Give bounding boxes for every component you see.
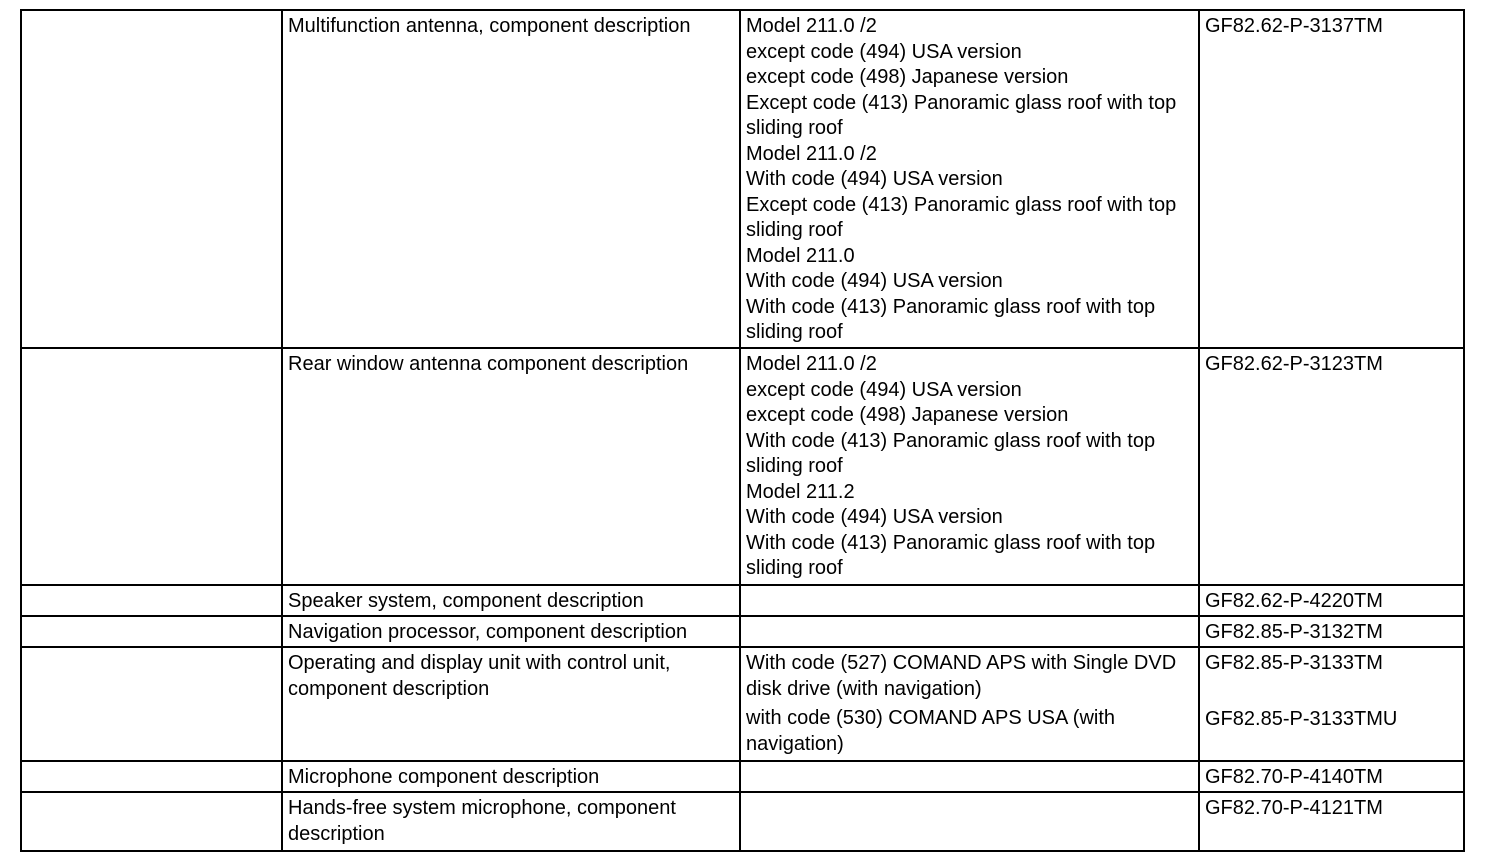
- table-row: [21, 348, 1464, 585]
- document-link[interactable]: GF82.85-P-3133TM: [1205, 652, 1383, 674]
- table-row: [21, 647, 1464, 761]
- condition-line: with code (530) COMAND APS USA (with navigation): [746, 707, 1116, 755]
- condition-line: With code (413) Panoramic glass roof with top sliding roof: [746, 295, 1156, 343]
- condition-line: With code (413) Panoramic glass roof with top sliding roof: [746, 429, 1156, 477]
- component-cell: [282, 647, 740, 761]
- group-cell: [21, 585, 282, 616]
- group-cell: [21, 647, 282, 761]
- conditions-cell: [740, 792, 1199, 851]
- component-cell: [282, 792, 740, 851]
- condition-line: Model 211.0 /2: [746, 15, 877, 37]
- table-row: [21, 585, 1464, 616]
- document-link[interactable]: GF82.62-P-3137TM: [1205, 15, 1383, 37]
- document-link[interactable]: GF82.62-P-4220TM: [1205, 590, 1383, 612]
- document-cell: [1199, 616, 1464, 647]
- document-cell: [1199, 647, 1464, 761]
- component-cell: [282, 348, 740, 585]
- conditions-cell: [740, 647, 1199, 761]
- document-link[interactable]: GF82.85-P-3133TMU: [1205, 707, 1398, 730]
- condition-line: With code (494) USA version: [746, 168, 1003, 190]
- document-cell: [1199, 348, 1464, 585]
- condition-line: Model 211.2: [746, 480, 855, 503]
- condition-line: except code (498) Japanese version: [746, 404, 1069, 426]
- condition-line: With code (527) COMAND APS with Single DVD disk drive (with navigation): [746, 652, 1177, 700]
- document-cell: [1199, 585, 1464, 616]
- component-table: [20, 9, 1465, 852]
- condition-line: except code (494) USA version: [746, 40, 1022, 63]
- group-cell: [21, 792, 282, 851]
- conditions-cell: [740, 10, 1199, 348]
- condition-line: With code (413) Panoramic glass roof with top sliding roof: [746, 531, 1156, 579]
- table-row: [21, 761, 1464, 792]
- conditions-cell: [740, 761, 1199, 792]
- conditions-cell: [740, 348, 1199, 585]
- component-name: Multifunction antenna, component description: [288, 15, 691, 37]
- conditions-cell: [740, 616, 1199, 647]
- condition-line: except code (494) USA version: [746, 378, 1022, 401]
- group-cell: [21, 10, 282, 348]
- document-link[interactable]: GF82.62-P-3123TM: [1205, 353, 1383, 375]
- document-cell: [1199, 10, 1464, 348]
- document-link[interactable]: GF82.85-P-3132TM: [1205, 621, 1383, 643]
- component-name: Operating and display unit with control unit, component description: [288, 652, 671, 700]
- condition-line: With code (494) USA version: [746, 506, 1003, 528]
- component-cell: [282, 616, 740, 647]
- table-row: [21, 616, 1464, 647]
- group-cell: [21, 761, 282, 792]
- component-name: Navigation processor, component description: [288, 621, 688, 643]
- component-cell: [282, 761, 740, 792]
- group-cell: [21, 616, 282, 647]
- condition-line: Model 211.0: [746, 244, 855, 267]
- component-cell: [282, 585, 740, 616]
- condition-line: except code (498) Japanese version: [746, 66, 1069, 88]
- conditions-cell: [740, 585, 1199, 616]
- condition-line: Except code (413) Panoramic glass roof with top sliding roof: [746, 91, 1177, 139]
- component-name: Speaker system, component description: [288, 590, 644, 612]
- table-row: [21, 792, 1464, 851]
- document-cell: [1199, 792, 1464, 851]
- component-name: Hands-free system microphone, component description: [288, 797, 676, 845]
- condition-line: Model 211.0 /2: [746, 353, 877, 375]
- component-cell: [282, 10, 740, 348]
- document-link[interactable]: GF82.70-P-4140TM: [1205, 766, 1383, 788]
- condition-line: Except code (413) Panoramic glass roof with top sliding roof: [746, 193, 1177, 241]
- document-cell: [1199, 761, 1464, 792]
- group-cell: [21, 348, 282, 585]
- table-row: [21, 10, 1464, 348]
- condition-line: With code (494) USA version: [746, 270, 1003, 292]
- component-name: Rear window antenna component description: [288, 353, 689, 375]
- condition-line: Model 211.0 /2: [746, 142, 877, 165]
- document-link[interactable]: GF82.70-P-4121TM: [1205, 797, 1383, 819]
- component-name: Microphone component description: [288, 766, 600, 788]
